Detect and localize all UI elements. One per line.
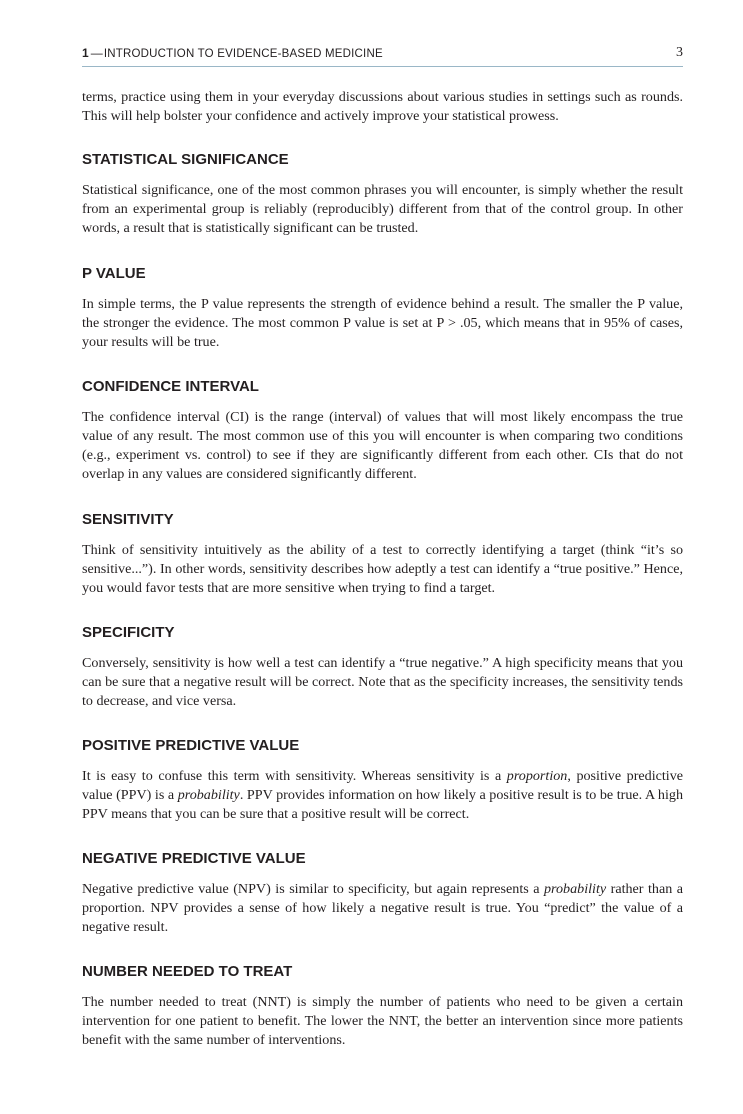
- section-heading: P VALUE: [82, 265, 146, 282]
- section-sensitivity: [82, 511, 683, 598]
- emphasis-proportion: proportion: [506, 768, 568, 784]
- intro-block: [82, 88, 683, 126]
- section-heading: STATISTICAL SIGNIFICANCE: [82, 151, 289, 168]
- section-positive-predictive-value: [82, 737, 683, 824]
- emphasis-probability: probability: [177, 787, 240, 803]
- body-text: It is easy to confuse this term with sensitivity. Whereas sensitivity is a: [82, 768, 507, 784]
- section-heading: NUMBER NEEDED TO TREAT: [82, 963, 293, 980]
- section-specificity: [82, 624, 683, 711]
- body-text: , positive predictive value (PPV) is a: [82, 768, 683, 803]
- body-text: rather than a proportion. NPV provides a sense of how likely a negative result is true. You “predict” the value of a negative result.: [82, 881, 683, 935]
- section-body: [82, 880, 683, 937]
- section-body: Statistical significance, one of the most common phrases you will encounter, is simply whether the result from an experimental group is reliably (reproducibly) different from that of the control group. In other words, a result that is statistically significant can be trusted.: [82, 182, 683, 236]
- section-statistical-significance: [82, 151, 683, 238]
- section-heading: NEGATIVE PREDICTIVE VALUE: [82, 850, 306, 867]
- section-body: Conversely, sensitivity is how well a test can identify a “true negative.” A high specificity means that you can be sure that a negative result will be correct. Note that as the specificity increases, the sensitivity tends to decrease, and vice versa.: [82, 655, 683, 709]
- body-text: . PPV provides information on how likely a positive result is to be true. A high PPV means that you can be sure that a positive result will be correct.: [82, 787, 683, 822]
- intro-paragraph: terms, practice using them in your everyday discussions about various studies in settings such as rounds. This will help bolster your confidence and actively improve your statistical prowess.: [82, 89, 683, 124]
- section-body: The number needed to treat (NNT) is simply the number of patients who need to be given a certain intervention for one patient to benefit. The lower the NNT, the better an intervention since more patients benefit with the same number of interventions.: [82, 994, 683, 1048]
- section-heading: POSITIVE PREDICTIVE VALUE: [82, 737, 300, 754]
- section-body: Think of sensitivity intuitively as the ability of a test to correctly identifying a target (think “it’s so sensitive...”). In other words, sensitivity describes how adeptly a test can identify a “true positive.” Hence, you would favor tests that are more sensitive when trying to find a target.: [82, 542, 683, 596]
- section-heading: CONFIDENCE INTERVAL: [82, 378, 259, 395]
- section-negative-predictive-value: [82, 850, 683, 937]
- section-p-value: [82, 265, 683, 352]
- section-heading: SENSITIVITY: [82, 511, 174, 528]
- running-head-left: [82, 46, 383, 60]
- section-number-needed-to-treat: [82, 963, 683, 1050]
- section-body: [82, 767, 683, 824]
- running-head: [82, 46, 683, 66]
- section-body: The confidence interval (CI) is the range (interval) of values that will most likely encompass the true value of any result. The most common use of this you will encounter is when comparing two conditions (e.g., experiment vs. control) to see if they are significantly different from each other. CIs that do not overlap in any values are considered significantly different.: [82, 409, 683, 482]
- header-rule: [82, 66, 683, 67]
- section-confidence-interval: [82, 378, 683, 484]
- emphasis-probability: probability: [544, 881, 607, 897]
- body-text: Negative predictive value (NPV) is similar to specificity, but again represents a: [82, 881, 544, 897]
- page-number: 3: [676, 45, 683, 60]
- section-heading: SPECIFICITY: [82, 624, 175, 641]
- chapter-title: INTRODUCTION TO EVIDENCE-BASED MEDICINE: [103, 48, 383, 60]
- chapter-number: 1: [82, 46, 89, 60]
- running-head-separator: —: [90, 46, 103, 60]
- section-body: In simple terms, the P value represents the strength of evidence behind a result. The smaller the P value, the stronger the evidence. The most common P value is set at P > .05, which means that in 95% of cases, your results will be true.: [82, 296, 683, 350]
